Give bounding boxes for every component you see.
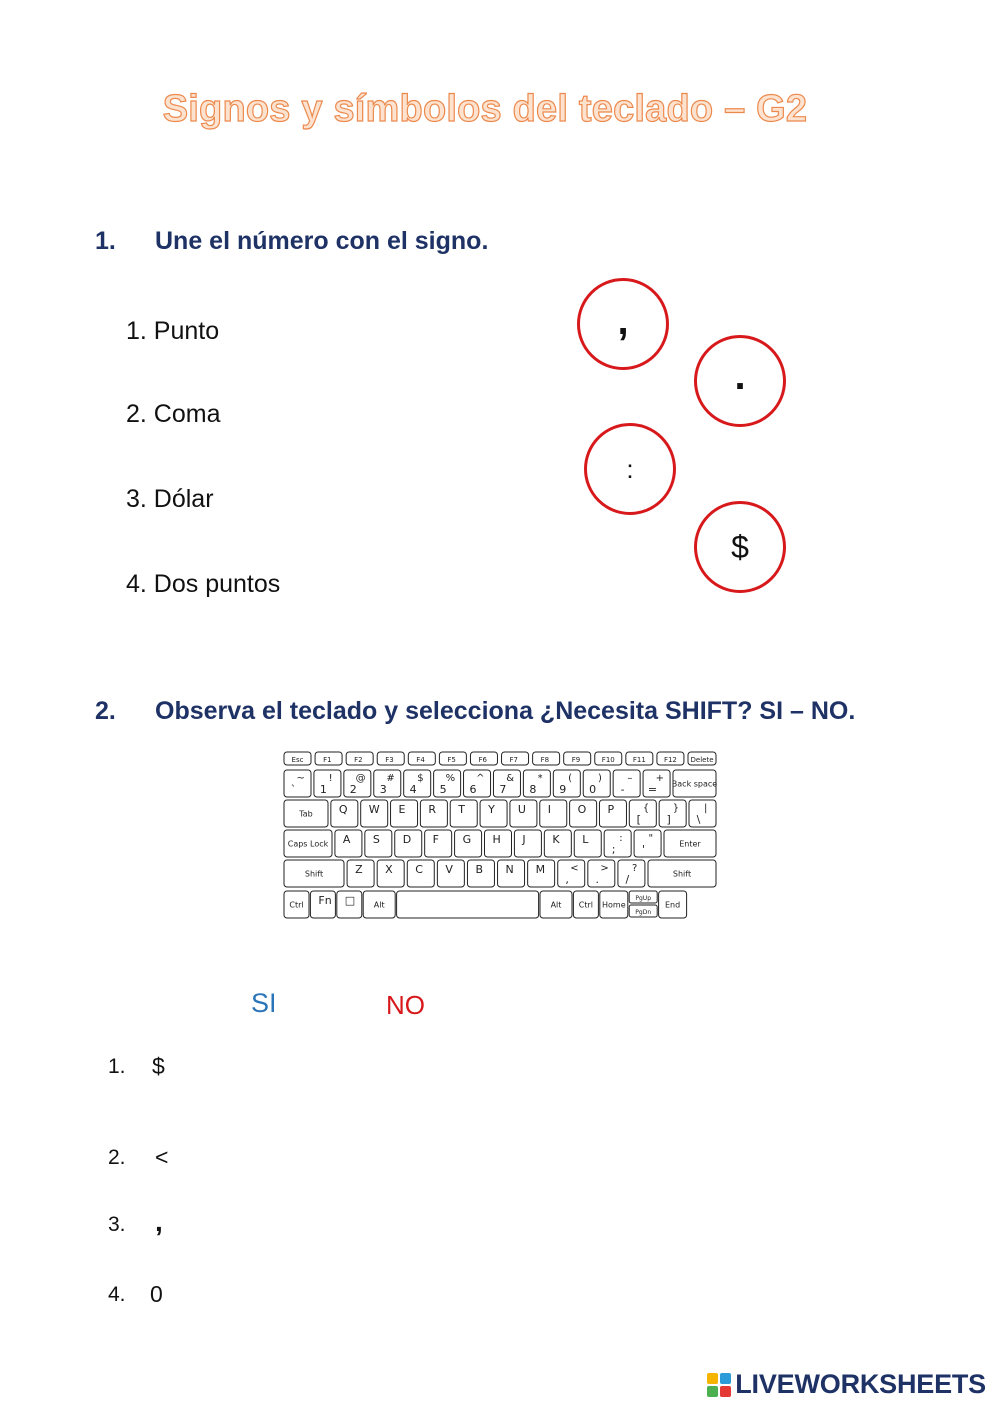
keyboard-key: [643, 770, 670, 797]
keyboard-key: [664, 830, 716, 857]
keyboard-key-label: F: [432, 833, 439, 846]
keyboard-key-label: D: [402, 833, 412, 846]
keyboard-key: [284, 891, 309, 918]
keyboard-key: [425, 830, 452, 857]
keyboard-key: [331, 800, 358, 827]
keyboard-key: [629, 905, 657, 917]
keyboard-key-label: PgDn: [635, 909, 652, 916]
keyboard-key-label: F2: [354, 756, 363, 764]
keyboard-key-label: F4: [416, 756, 425, 764]
keyboard-key: [377, 860, 404, 887]
keyboard-key-label: P: [607, 803, 615, 816]
keyboard-key-shift-label: !: [328, 773, 333, 784]
keyboard-key-shift-label: |: [704, 803, 708, 814]
keyboard-key: [595, 752, 622, 765]
keyboard-key-label: /: [625, 873, 630, 886]
keyboard-key-shift-label: %: [445, 773, 456, 784]
keyboard-key-label: R: [428, 803, 437, 816]
keyboard-key: [346, 752, 373, 765]
keyboard-key: [600, 891, 628, 918]
keyboard-key-label: 3: [379, 783, 387, 796]
keyboard-key: [629, 800, 656, 827]
q2-item-4-number: 4.: [108, 1283, 126, 1306]
q2-item-3-number: 3.: [108, 1213, 126, 1236]
q1-item-dos-puntos[interactable]: 4. Dos puntos: [126, 570, 281, 598]
keyboard-key: [335, 830, 362, 857]
circle-period-symbol: .: [734, 353, 746, 398]
keyboard-key-label: 1: [319, 783, 327, 796]
keyboard-key: [284, 860, 344, 887]
keyboard-key: [604, 830, 631, 857]
keyboard-key-label: ': [642, 843, 646, 856]
keyboard-key: [588, 860, 615, 887]
keyboard-key-label: L: [582, 833, 589, 846]
keyboard-key-label: Shift: [672, 869, 692, 879]
keyboard-key: [284, 830, 332, 857]
keyboard-key: [629, 891, 657, 903]
keyboard-key: [672, 770, 718, 797]
question-2-number: 2.: [95, 697, 116, 725]
keyboard-key: [544, 830, 571, 857]
keyboard-key-shift-label: :: [619, 833, 623, 844]
keyboard-key: [464, 770, 491, 797]
keyboard-key-shift-label: –: [627, 773, 633, 784]
keyboard-key-label: Alt: [550, 900, 562, 910]
keyboard-key-label: X: [385, 863, 393, 876]
question-1-number: 1.: [95, 227, 116, 255]
keyboard-key: [564, 752, 591, 765]
keyboard-key-shift-label: {: [642, 803, 650, 814]
keyboard-key: [365, 830, 392, 857]
circle-colon-symbol: :: [626, 453, 634, 484]
circle-comma[interactable]: [577, 278, 669, 370]
keyboard-key-label: F12: [663, 756, 677, 764]
keyboard-key: [634, 830, 661, 857]
q2-item-1-symbol[interactable]: $: [152, 1053, 165, 1079]
keyboard-key-label: 0: [589, 783, 597, 796]
keyboard-key-label: Y: [488, 803, 495, 816]
keyboard-key: [374, 770, 401, 797]
keyboard-key-label: E: [398, 803, 406, 816]
circle-dollar-symbol: $: [731, 528, 749, 565]
keyboard-key-label: W: [368, 803, 380, 816]
keyboard-key-label: -: [620, 783, 625, 796]
keyboard-key: [467, 860, 494, 887]
q2-item-2-symbol[interactable]: <: [155, 1144, 169, 1170]
keyboard-key-label: Tab: [299, 809, 313, 819]
keyboard-key: [408, 752, 435, 765]
keyboard-key: [574, 830, 601, 857]
keyboard-key-label: 9: [559, 783, 567, 796]
keyboard-key-shift-label: $: [417, 773, 424, 784]
keyboard-key-label: F6: [478, 756, 487, 764]
keyboard-key: [434, 770, 461, 797]
keyboard-key: [344, 770, 371, 797]
logo-mark-square: [720, 1386, 731, 1397]
keyboard-key-label: PgUp: [635, 895, 652, 902]
keyboard-key-label: Esc: [291, 756, 304, 764]
keyboard-key: [395, 830, 422, 857]
keyboard-key-shift-label: ": [648, 833, 654, 844]
keyboard-key-label: 8: [529, 783, 537, 796]
keyboard-key-shift-label: ^: [476, 773, 485, 784]
keyboard-key: [618, 860, 645, 887]
keyboard-key: [573, 891, 598, 918]
keyboard-key-label: F5: [447, 756, 456, 764]
keyboard-image: [282, 750, 718, 922]
keyboard-key-label: Delete: [690, 756, 714, 764]
keyboard-key-label: ;: [611, 843, 616, 856]
keyboard-key: [648, 860, 716, 887]
keyboard-key: [470, 752, 497, 765]
keyboard-key: [337, 891, 362, 918]
keyboard-key-shift-label: <: [570, 863, 579, 874]
liveworksheets-logo-text: LIVEWORKSHEETS: [735, 1369, 986, 1399]
circle-period[interactable]: [694, 335, 786, 427]
keyboard-key-label: F3: [385, 756, 394, 764]
logo-mark-square: [707, 1373, 718, 1384]
keyboard-key: [613, 770, 640, 797]
keyboard-key-label: ]: [666, 813, 671, 826]
keyboard-key: [284, 770, 311, 797]
keyboard-key: [450, 800, 477, 827]
keyboard-key-label: G: [462, 833, 472, 846]
keyboard-key: [553, 770, 580, 797]
keyboard-key-label: 2: [349, 783, 357, 796]
keyboard-key-label: O: [577, 803, 587, 816]
keyboard-key: [558, 860, 585, 887]
keyboard-key: [528, 860, 555, 887]
keyboard-key-label: End: [664, 900, 681, 910]
keyboard-key: [485, 830, 512, 857]
keyboard-key-label: 6: [469, 783, 477, 796]
keyboard-key-label: C: [415, 863, 423, 876]
keyboard-key-label: M: [535, 863, 546, 876]
keyboard-key: [689, 800, 716, 827]
question-1-text: Une el número con el signo.: [155, 227, 489, 255]
keyboard-key-label: F7: [509, 756, 519, 764]
keyboard-key-label: ,: [565, 873, 569, 886]
keyboard-key: [659, 891, 687, 918]
keyboard-key-label: V: [445, 863, 453, 876]
keyboard-key: [361, 800, 388, 827]
keyboard-key-label: `: [290, 783, 297, 796]
keyboard-key-label: 7: [499, 783, 507, 796]
q2-item-3-symbol[interactable]: ,: [155, 1206, 163, 1237]
keyboard-key: [404, 770, 431, 797]
keyboard-key-label: A: [342, 833, 351, 846]
keyboard-key-shift-label: *: [537, 773, 543, 784]
q2-item-1-number: 1.: [108, 1055, 126, 1078]
keyboard-key: [502, 752, 529, 765]
keyboard-key-label: I: [547, 803, 552, 816]
keyboard-key: [510, 800, 537, 827]
keyboard-key-label: Q: [338, 803, 348, 816]
keyboard-key-label: N: [505, 863, 514, 876]
keyboard-key-label: Shift: [304, 869, 324, 879]
keyboard-key-label: □: [344, 894, 356, 907]
keyboard-key-label: Ctrl: [578, 900, 594, 910]
logo-mark-square: [707, 1386, 718, 1397]
keyboard-key-label: U: [517, 803, 526, 816]
keyboard-key: [391, 800, 418, 827]
keyboard-key-label: .: [595, 873, 600, 886]
q2-item-2-number: 2.: [108, 1146, 126, 1169]
keyboard-key: [407, 860, 434, 887]
keyboard-key: [570, 800, 597, 827]
keyboard-key: [439, 752, 466, 765]
option-si[interactable]: SI: [251, 988, 277, 1018]
keyboard-key-label: Fn: [318, 894, 332, 907]
circle-dollar[interactable]: [694, 501, 786, 593]
keyboard-key-shift-label: ): [598, 773, 602, 784]
keyboard-key-label: 5: [439, 783, 447, 796]
keyboard-key-label: =: [647, 783, 658, 796]
keyboard-key: [315, 752, 342, 765]
keyboard-key-label: 4: [409, 783, 417, 796]
keyboard-key-shift-label: >: [600, 863, 609, 874]
keyboard-key-label: H: [492, 833, 501, 846]
keyboard-key: [310, 891, 335, 918]
keyboard-key-label: [: [636, 813, 641, 826]
question-2-text: Observa el teclado y selecciona ¿Necesita SHIFT? SI – NO.: [155, 697, 856, 725]
keyboard-key-label: S: [372, 833, 380, 846]
keyboard-key-shift-label: @: [355, 773, 366, 784]
keyboard-key: [377, 752, 404, 765]
q1-item-coma[interactable]: 2. Coma: [126, 400, 221, 428]
keyboard-key: [659, 800, 686, 827]
worksheet-title: Signos y símbolos del teclado – G2: [162, 88, 808, 130]
liveworksheets-logo-icon: [707, 1373, 731, 1397]
q1-item-punto[interactable]: 1. Punto: [126, 317, 220, 345]
keyboard-key-label: \: [696, 813, 701, 826]
keyboard-key-label: K: [552, 833, 560, 846]
keyboard-key: [540, 891, 572, 918]
keyboard-key-label: Back space: [671, 779, 718, 789]
keyboard-key: [688, 752, 716, 765]
keyboard-key: [493, 770, 520, 797]
keyboard-key: [657, 752, 684, 765]
keyboard-key-label: Caps Lock: [287, 839, 329, 849]
keyboard-key-label: Ctrl: [289, 900, 304, 910]
keyboard-key-label: Z: [355, 863, 363, 876]
keyboard-key-label: Alt: [373, 900, 385, 910]
q1-item-dolar[interactable]: 3. Dólar: [126, 485, 214, 513]
keyboard-key-shift-label: ~: [296, 773, 305, 784]
keyboard-key: [480, 800, 507, 827]
option-no[interactable]: NO: [386, 990, 425, 1020]
keyboard-key-shift-label: ?: [631, 863, 638, 874]
keyboard-key: [437, 860, 464, 887]
keyboard-key: [514, 830, 541, 857]
keyboard-key-label: Home: [601, 900, 626, 910]
keyboard-key-label: T: [458, 803, 465, 816]
keyboard-key: [284, 800, 328, 827]
keyboard-key-label: F11: [632, 756, 646, 764]
keyboard-key: [523, 770, 550, 797]
keyboard-key: [626, 752, 653, 765]
keyboard-key: [599, 800, 626, 827]
keyboard-key-label: F9: [571, 756, 581, 764]
q2-item-4-symbol[interactable]: 0: [150, 1281, 163, 1307]
keyboard-key-label: F1: [323, 756, 332, 764]
circle-comma-symbol: ,: [617, 298, 629, 343]
keyboard-key: [363, 891, 395, 918]
liveworksheets-logo: [707, 1369, 986, 1400]
keyboard-key: [533, 752, 560, 765]
logo-mark-square: [720, 1373, 731, 1384]
circle-colon[interactable]: [584, 423, 676, 515]
keyboard-key-shift-label: +: [655, 773, 665, 784]
keyboard-key: [420, 800, 447, 827]
keyboard-key-label: F8: [540, 756, 550, 764]
keyboard-key-label: F10: [601, 756, 615, 764]
keyboard-key: [540, 800, 567, 827]
keyboard-key-shift-label: (: [568, 773, 573, 784]
keyboard-key-label: Enter: [679, 839, 701, 849]
keyboard-key: [583, 770, 610, 797]
keyboard-key: [284, 752, 311, 765]
keyboard-key: [314, 770, 341, 797]
keyboard-key: [498, 860, 525, 887]
keyboard-key: [455, 830, 482, 857]
keyboard-key: [347, 860, 374, 887]
keyboard-key-shift-label: }: [672, 803, 680, 814]
keyboard-key-label: B: [475, 863, 484, 876]
keyboard-key: [397, 891, 539, 918]
keyboard-key-shift-label: &: [506, 773, 515, 784]
keyboard-key-label: J: [522, 833, 526, 846]
keyboard-key-shift-label: #: [386, 773, 395, 784]
